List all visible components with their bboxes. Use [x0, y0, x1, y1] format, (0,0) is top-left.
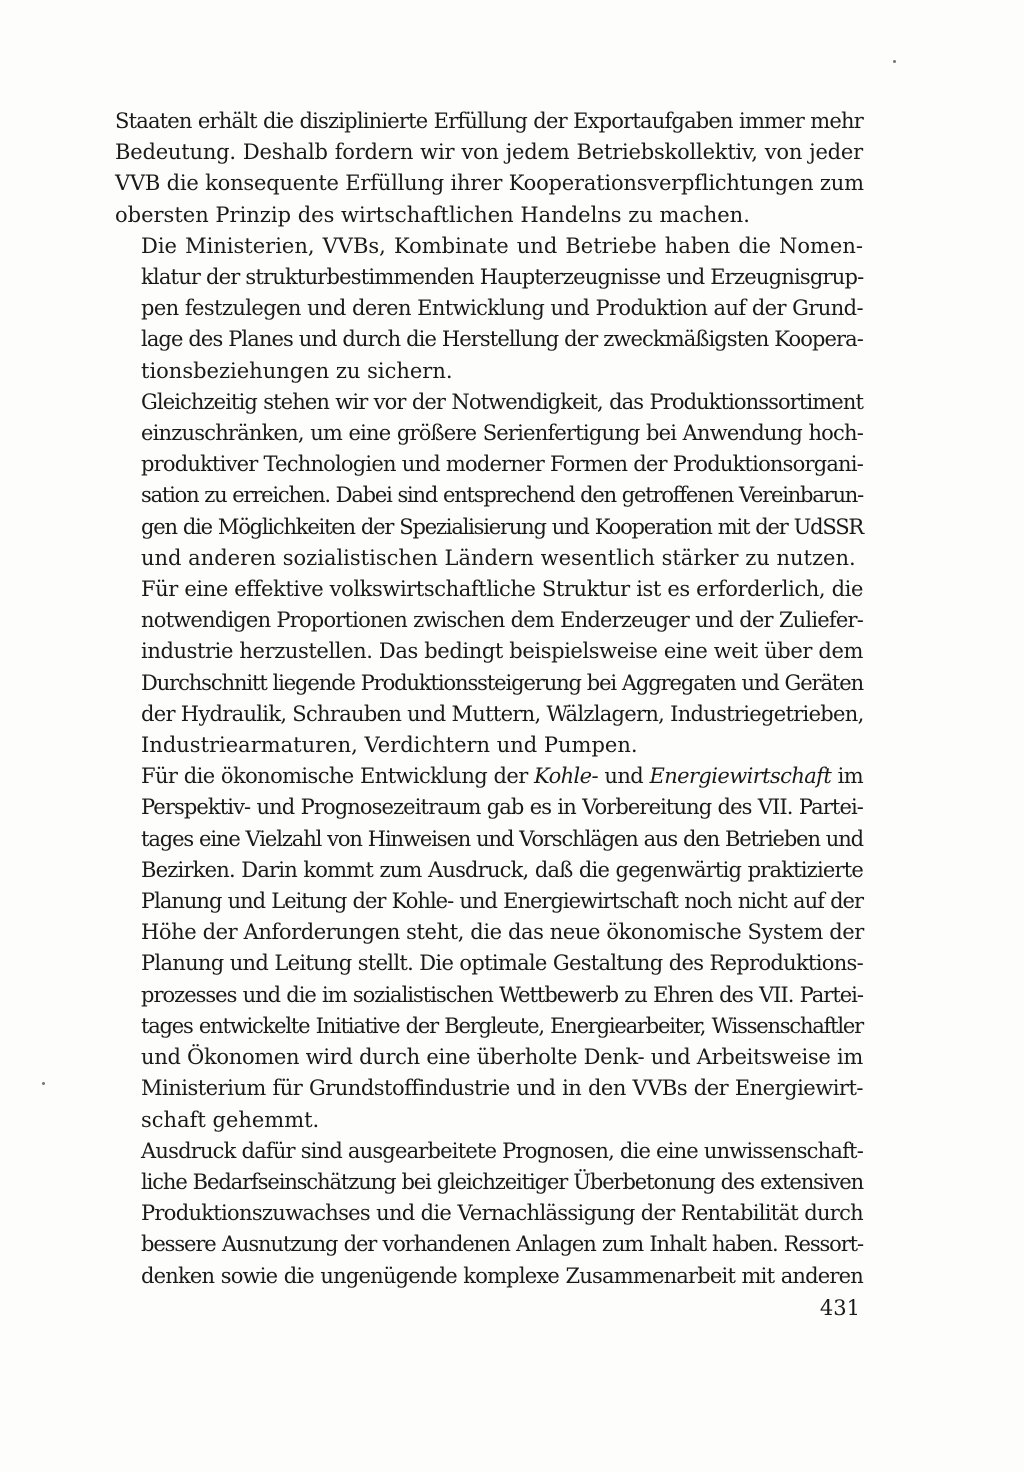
- text-line: klatur der strukturbestimmenden Haupterzeugnisse und Erzeugnisgrup-: [141, 265, 864, 290]
- text-line: Planung und Leitung stellt. Die optimale Gestaltung des Reproduktions-: [141, 951, 863, 976]
- text-line: produktiver Technologien und moderner Formen der Produktionsorgani-: [141, 452, 863, 477]
- paragraph: [115, 1136, 863, 1292]
- text-line: obersten Prinzip des wirtschaftlichen Handelns zu machen.: [115, 202, 750, 227]
- paragraph: [115, 387, 863, 574]
- text-line: VVB die konsequente Erfüllung ihrer Kooperationsverpflichtungen zum: [115, 171, 864, 196]
- paragraph: [115, 231, 863, 387]
- text-line: Perspektiv- und Prognosezeitraum gab es in Vorbereitung des VII. Partei-: [141, 795, 863, 820]
- text-line: schaft gehemmt.: [141, 1107, 320, 1132]
- text-line: Industriearmaturen, Verdichtern und Pumpen.: [141, 733, 638, 758]
- text-line: Ausdruck dafür sind ausgearbeitete Prognosen, die eine unwissenschaft-: [141, 1138, 863, 1163]
- book-page-text: [115, 106, 863, 1292]
- text-line: tages eine Vielzahl von Hinweisen und Vorschlägen aus den Betrieben und: [141, 826, 863, 851]
- text-line: Gleichzeitig stehen wir vor der Notwendigkeit, das Produktionssortiment: [141, 389, 863, 414]
- text-line: Die Ministerien, VVBs, Kombinate und Betriebe haben die Nomen-: [141, 233, 863, 258]
- text-line: Produktionszuwachses und die Vernachlässigung der Rentabilität durch: [141, 1201, 863, 1226]
- text-line: bessere Ausnutzung der vorhandenen Anlagen zum Inhalt haben. Ressort-: [141, 1232, 863, 1257]
- paragraph: [115, 574, 863, 761]
- text-line: industrie herzustellen. Das bedingt beispielsweise eine weit über dem: [141, 639, 863, 664]
- text-line: und Ökonomen wird durch eine überholte Denk- und Arbeitsweise im: [141, 1045, 863, 1070]
- text-run: und: [597, 764, 650, 789]
- text-line: und anderen sozialistischen Ländern wesentlich stärker zu nutzen.: [141, 545, 856, 570]
- text-line: Bezirken. Darin kommt zum Ausdruck, daß die gegenwärtig praktizierte: [141, 857, 863, 882]
- emphasized-text: Kohle-: [534, 764, 598, 789]
- paragraph: [115, 106, 863, 231]
- text-run: Für die ökonomische Entwicklung der: [141, 764, 535, 789]
- text-line: gen die Möglichkeiten der Spezialisierung und Kooperation mit der UdSSR: [141, 514, 863, 539]
- page-number: 431: [819, 1296, 860, 1320]
- text-line: Planung und Leitung der Kohle- und Energiewirtschaft noch nicht auf der: [141, 889, 863, 914]
- text-line: Durchschnitt liegende Produktionssteigerung bei Aggregaten und Geräten: [141, 670, 863, 695]
- text-line: einzuschränken, um eine größere Serienfertigung bei Anwendung hoch-: [141, 421, 863, 446]
- text-line: pen festzulegen und deren Entwicklung und Produktion auf der Grund-: [141, 296, 863, 321]
- text-line: denken sowie die ungenügende komplexe Zusammenarbeit mit anderen: [141, 1263, 863, 1288]
- text-line: Staaten erhält die disziplinierte Erfüllung der Exportaufgaben immer mehr: [115, 109, 863, 133]
- text-line: sation zu erreichen. Dabei sind entsprechend den getroffenen Vereinbarun-: [141, 483, 863, 508]
- text-line: lage des Planes und durch die Herstellung der zweckmäßigsten Koopera-: [141, 327, 863, 352]
- text-line: tionsbeziehungen zu sichern.: [141, 358, 453, 383]
- emphasized-text: Energiewirtschaft: [649, 764, 832, 789]
- text-line: [115, 761, 863, 792]
- text-line: Für eine effektive volkswirtschaftliche Struktur ist es erforderlich, die: [141, 577, 863, 602]
- print-speck: [893, 60, 896, 63]
- text-line: Ministerium für Grundstoffindustrie und in den VVBs der Energiewirt-: [141, 1076, 863, 1101]
- print-speck: [42, 1082, 45, 1085]
- text-line: Höhe der Anforderungen steht, die das neue ökonomische System der: [141, 920, 864, 945]
- text-line: Bedeutung. Deshalb fordern wir von jedem Betriebskollektiv, von jeder: [115, 140, 863, 165]
- text-run: im: [831, 764, 864, 789]
- text-line: der Hydraulik, Schrauben und Muttern, Wälzlagern, Industriegetrieben,: [141, 701, 864, 726]
- text-line: liche Bedarfseinschätzung bei gleichzeitiger Überbetonung des extensiven: [141, 1169, 863, 1194]
- paragraph: [115, 761, 863, 1135]
- text-line: tages entwickelte Initiative der Bergleute, Energiearbeiter, Wissenschaftler: [141, 1013, 863, 1038]
- text-line: notwendigen Proportionen zwischen dem Enderzeuger und der Zuliefer-: [141, 608, 863, 633]
- text-line: prozesses und die im sozialistischen Wettbewerb zu Ehren des VII. Partei-: [141, 982, 863, 1007]
